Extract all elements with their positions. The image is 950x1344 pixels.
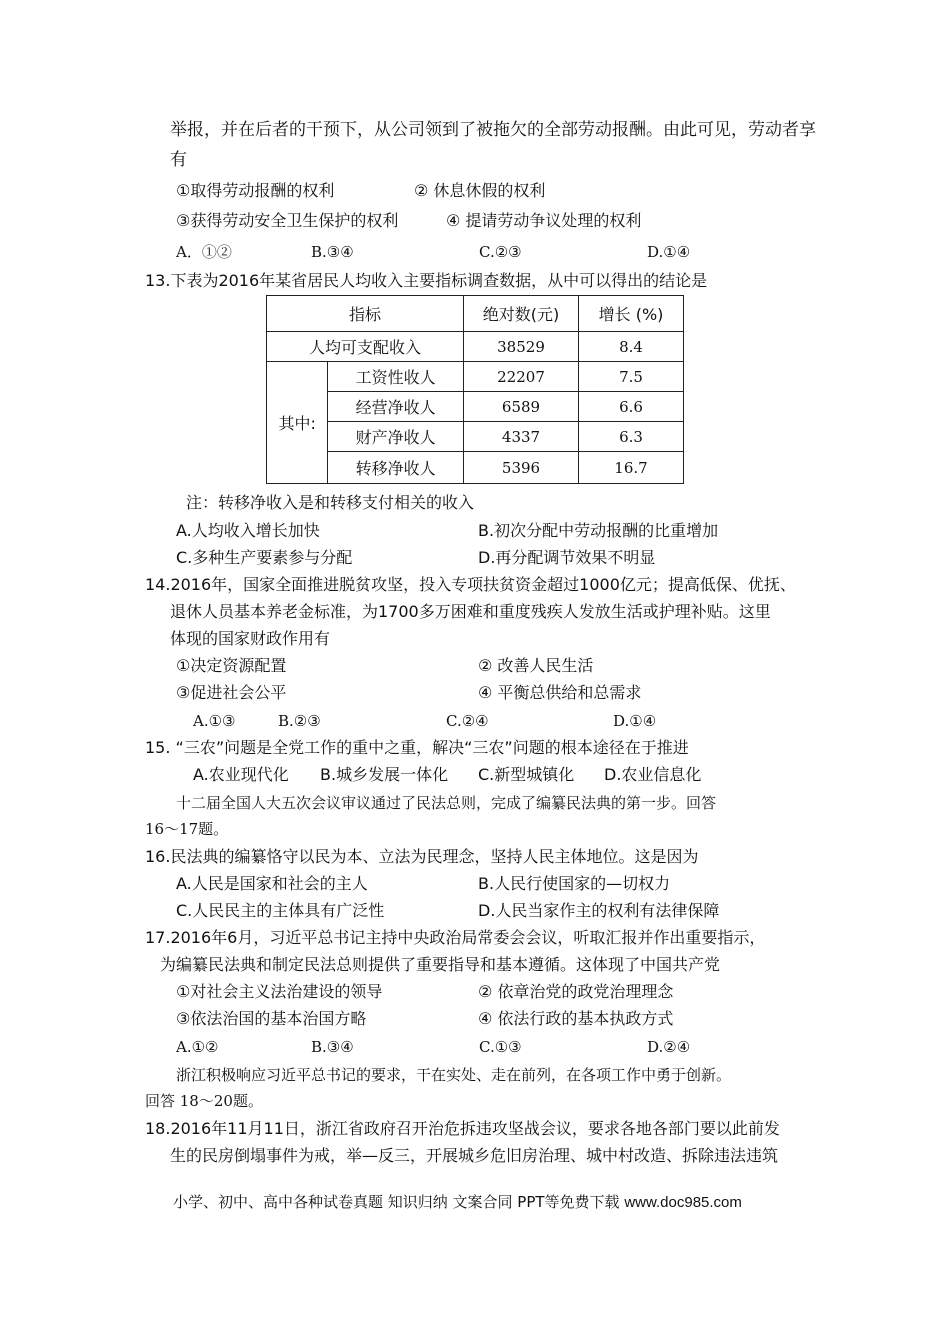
q15-choice-b: B.城乡发展一体化 xyxy=(320,765,449,784)
q13-choice-d: D.再分配调节效果不明显 xyxy=(478,548,656,567)
q14-option-3: ③促进社会公平 xyxy=(176,683,287,702)
q12-choice-a: A．①② xyxy=(176,243,232,261)
intro-16-line1: 十二届全国人大五次会议审议通过了民法总则，完成了编纂民法典的第一步。回答 xyxy=(176,794,717,812)
table-cell-growth: 7.5 xyxy=(579,362,684,392)
q17-choice-c: C.①③ xyxy=(479,1038,522,1056)
q13-note: 注：转移净收入是和转移支付相关的收入 xyxy=(186,493,475,512)
q15-stem: 15. “三农”问题是全党工作的重中之重，解决“三农”问题的根本途径在于推进 xyxy=(145,738,689,757)
q14-option-4: ④ 平衡总供给和总需求 xyxy=(478,683,642,702)
table-cell-growth: 16.7 xyxy=(579,452,684,484)
table-cell-growth: 6.6 xyxy=(579,392,684,422)
q12-option-4: ④ 提请劳动争议处理的权利 xyxy=(446,211,642,230)
q17-choice-b: B.③④ xyxy=(311,1038,354,1056)
q16-choice-c: C.人民民主的主体具有广泛性 xyxy=(176,901,385,920)
table-group-label: 其中: xyxy=(267,362,328,484)
q12-choice-c: C.②③ xyxy=(479,243,522,261)
q12-option-1: ①取得劳动报酬的权利 xyxy=(176,181,335,200)
table-row xyxy=(267,332,684,362)
page-footer xyxy=(173,1191,742,1212)
table-row xyxy=(267,392,684,422)
q17-option-1: ①对社会主义法治建设的领导 xyxy=(176,982,383,1001)
q14-option-2: ② 改善人民生活 xyxy=(478,656,594,675)
q16-choice-b: B.人民行使国家的—切权力 xyxy=(478,874,671,893)
q17-line1: 17.2016年6月，习近平总书记主持中央政治局常委会会议，听取汇报并作出重要指示， xyxy=(145,928,766,947)
q14-option-1: ①决定资源配置 xyxy=(176,656,287,675)
q16-choice-a: A.人民是国家和社会的主人 xyxy=(176,874,368,893)
q17-choice-d: D.②④ xyxy=(647,1038,691,1056)
q14-line1: 14.2016年，国家全面推进脱贫攻坚，投入专项扶贫资金超过1000亿元；提高低保、优抚、 xyxy=(145,575,796,594)
income-table xyxy=(266,295,684,484)
q15-choice-d: D.农业信息化 xyxy=(604,765,702,784)
table-row-label: 人均可支配收入 xyxy=(267,332,464,362)
q16-stem: 16.民法典的编纂恪守以民为本、立法为民理念，坚持人民主体地位。这是因为 xyxy=(145,847,699,866)
table-cell-absolute: 22207 xyxy=(464,362,579,392)
table-cell-absolute: 6589 xyxy=(464,392,579,422)
table-cell-absolute: 5396 xyxy=(464,452,579,484)
q14-choice-a: A.①③ xyxy=(193,712,236,730)
table-row-label: 财产净收人 xyxy=(328,422,464,452)
q13-stem: 13.下表为2016年某省居民人均收入主要指标调查数据，从中可以得出的结论是 xyxy=(145,271,708,290)
q15-choice-c: C.新型城镇化 xyxy=(478,765,575,784)
q13-choice-b: B.初次分配中劳动报酬的比重增加 xyxy=(478,521,719,540)
intro-18-line1: 浙江积极响应习近平总书记的要求，干在实处、走在前列，在各项工作中勇于创新。 xyxy=(176,1066,732,1084)
table-cell-absolute: 38529 xyxy=(464,332,579,362)
q17-choice-a: A.①② xyxy=(176,1038,219,1056)
table-row xyxy=(267,452,684,484)
q17-line2: 为编纂民法典和制定民法总则提供了重要指导和基本遵循。这体现了中国共产党 xyxy=(160,955,721,974)
q14-choice-c: C.②④ xyxy=(446,712,489,730)
table-row-label: 经营净收人 xyxy=(328,392,464,422)
table-row xyxy=(267,362,684,392)
q13-choice-a: A.人均收入增长加快 xyxy=(176,521,320,540)
footer-text: 小学、初中、高中各种试卷真题 知识归纳 文案合同 PPT等免费下载 xyxy=(173,1193,620,1211)
q14-line3: 体现的国家财政作用有 xyxy=(170,629,331,648)
q14-choice-b: B.②③ xyxy=(278,712,321,730)
table-cell-growth: 8.4 xyxy=(579,332,684,362)
q15-choice-a: A.农业现代化 xyxy=(193,765,289,784)
q17-option-2: ② 依章治党的政党治理理念 xyxy=(478,982,674,1001)
intro-18-line2: 回答 18～20题。 xyxy=(145,1092,263,1110)
q13-choice-c: C.多种生产要素参与分配 xyxy=(176,548,353,567)
table-row-label: 转移净收人 xyxy=(328,452,464,484)
q12-line2: 有 xyxy=(170,150,187,170)
table-header-absolute: 绝对数(元) xyxy=(464,296,579,332)
table-cell-growth: 6.3 xyxy=(579,422,684,452)
footer-url[interactable]: www.doc985.com xyxy=(624,1194,742,1211)
q12-choice-b: B.③④ xyxy=(311,243,354,261)
table-cell-absolute: 4337 xyxy=(464,422,579,452)
q12-option-2: ② 休息休假的权利 xyxy=(414,181,546,200)
q12-choice-d: D.①④ xyxy=(647,243,691,261)
intro-16-line2: 16～17题。 xyxy=(145,820,229,838)
q12-option-3: ③获得劳动安全卫生保护的权利 xyxy=(176,211,399,230)
table-header-growth: 增长 (%) xyxy=(579,296,684,332)
q16-choice-d: D.人民当家作主的权利有法律保障 xyxy=(478,901,720,920)
q17-option-4: ④ 依法行政的基本执政方式 xyxy=(478,1009,674,1028)
table-row-label: 工资性收人 xyxy=(328,362,464,392)
q14-line2: 退休人员基本养老金标准，为1700多万困难和重度残疾人发放生活或护理补贴。这里 xyxy=(170,602,771,621)
q18-line1: 18.2016年11月11日，浙江省政府召开治危拆违攻坚战会议，要求各地各部门要以此前发 xyxy=(145,1119,780,1138)
q18-line2: 生的民房倒塌事件为戒，举—反三，开展城乡危旧房治理、城中村改造、拆除违法违筑 xyxy=(170,1146,779,1165)
q17-option-3: ③依法治国的基本治国方略 xyxy=(176,1009,367,1028)
table-row xyxy=(267,422,684,452)
q12-line1: 举报，并在后者的干预下，从公司领到了被拖欠的全部劳动报酬。由此可见，劳动者享 xyxy=(170,120,816,140)
table-header-indicator: 指标 xyxy=(267,296,464,332)
q14-choice-d: D.①④ xyxy=(613,712,657,730)
